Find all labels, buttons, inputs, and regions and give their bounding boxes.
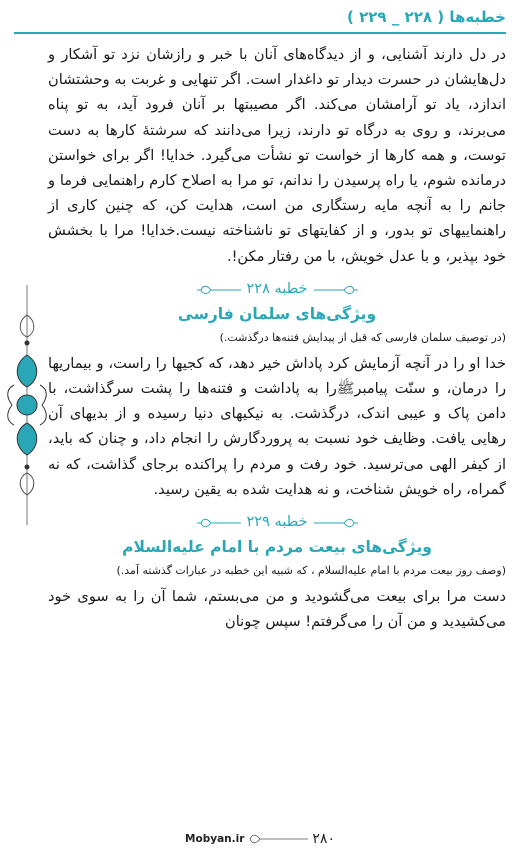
sermon-229-label: خطبه ۲۲۹ xyxy=(246,514,308,531)
page-footer xyxy=(0,827,520,851)
sermon-229-subtitle: ویژگی‌های بیعت مردم با امام عليه‌السلام xyxy=(122,538,432,557)
line-flourish-icon xyxy=(314,517,358,529)
line-flourish-icon xyxy=(197,284,241,296)
sermon-228-subtitle: ویژگی‌های سلمان فارسی xyxy=(177,304,377,323)
page-content xyxy=(48,42,506,634)
sermon-228-label: خطبه ۲۲۸ xyxy=(246,281,308,298)
sermon-229-note: (وصف روز بیعت مردم با امام عليه‌السلام ، که شبیه این خطبه در عبارات گذشته آمد.) xyxy=(116,564,506,578)
running-title: خطبه‌ها ( ۲۲۸ _ ۲۲۹ ) xyxy=(347,8,506,26)
page-header xyxy=(14,6,506,34)
sermon-228-note: (در توصیف سلمان فارسی که قبل از پیدایش فتنه‌ها درگذشت.) xyxy=(219,330,506,344)
sermon-229-heading xyxy=(48,511,506,559)
site-watermark: Mobyan.ir xyxy=(185,833,245,845)
line-flourish-icon xyxy=(197,517,241,529)
line-flourish-icon xyxy=(314,284,358,296)
sermon-229-body: دست مرا برای بیعت می‌گشودید و من می‌بستم، شما آن را به سوی خود می‌کشیدید و من آن را می‌گرفتم! سپس چونان xyxy=(48,588,506,631)
intro-paragraph: در دل دارند آشنایی، و از دیدگاه‌های آنان با خبر و رازشان نزد تو آشکار و دل‌هایشان در حسرت دیدار تو داغدار است. اگر تنهایی و غربت به وحشتشان اندازد، یاد تو آرامشان می‌کند. اگر مصیبتها بر آنان فرود آید، به تو پناه می‌برند، و روی به درگاه تو دارند، زیرا می‌دانند که سرشتۀ کارها به دست توست، و همه کارها از خواست تو نشأت می‌گیرد. خدایا! اگر برای خواستن درمانده شوم، یا راه پرسیدن را ندانم، تو مرا به اصلاح کارم راهنمایی فرما و جانم را به آنچه مایه رستگاری من است، هدایت کن، که چنین کاری از راهنماییهای تو بدور، و از کفایتهای تو ناشناخته نیست.خدایا! مرا با بخشش خود بپذیر، و با عدل خویش، با من رفتار مکن!. xyxy=(48,46,506,265)
vertical-floral-ornament-icon xyxy=(4,285,50,525)
sermon-228-heading xyxy=(48,278,506,326)
page-number: ۲۸۰ xyxy=(312,831,335,847)
line-flourish-icon xyxy=(248,834,308,844)
sermon-228-body: خدا او را در آنچه آزمایش کرد پاداش خیر دهد، که کجیها را راست، و بیماریها را درمان، و سنّت پیامبرﷺرا به پاداشت و فتنه‌ها را پشت سرگذاشت، با دامن پاک و عیبی اندک، درگذشت. به نیکیهای دنیا رسیده و از بدیهای آن رهایی یافت. وظایف خود نسبت به پروردگارش را انجام داد، و چنان که باید، از کیفر الهی می‌ترسید. خود رفت و مردم را پراکنده برجای گذاشت، که نه گمراه، راه خویش شناخت، و نه هدایت شده به یقین رسید. xyxy=(48,354,506,498)
